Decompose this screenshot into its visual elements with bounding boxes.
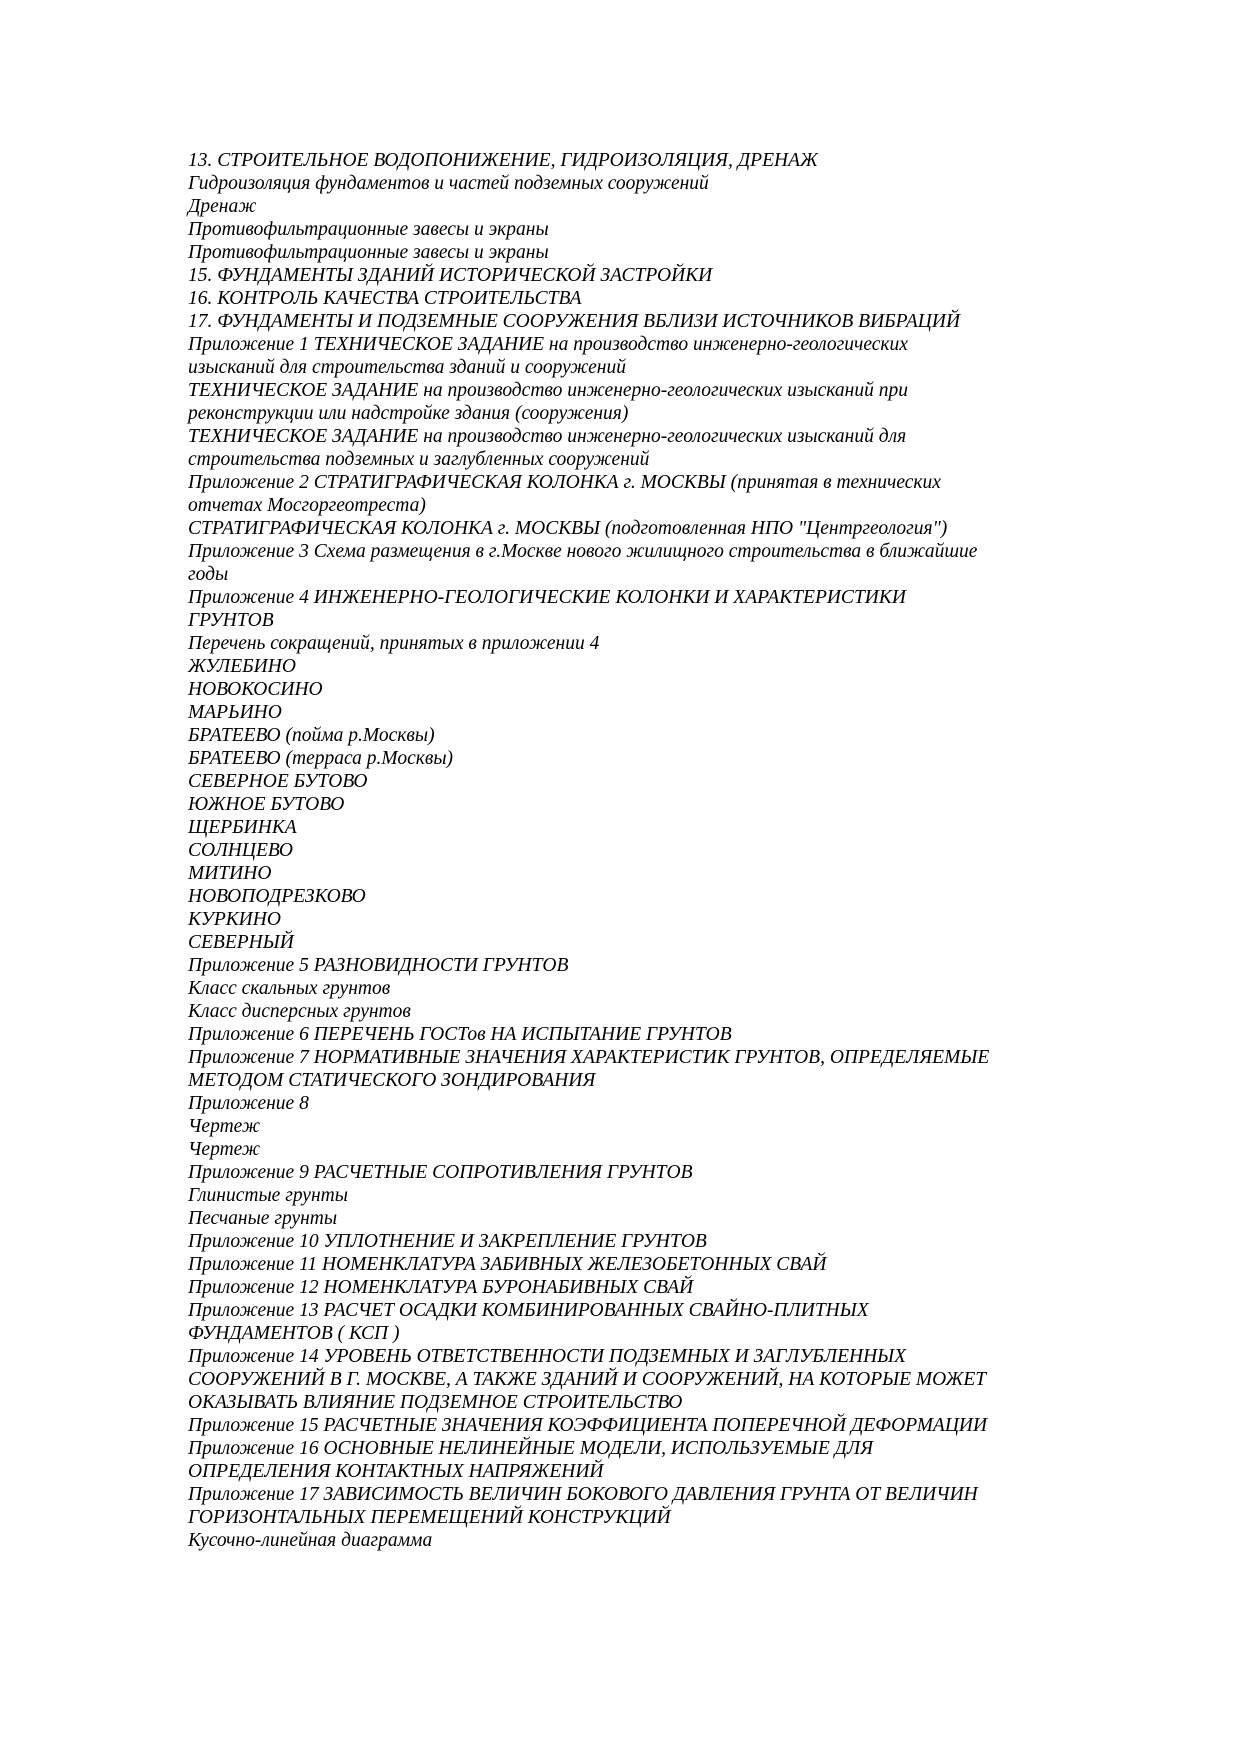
toc-entry (188, 218, 1068, 241)
toc-entry-link[interactable]: Глинистые грунты (188, 1185, 348, 1206)
toc-entry (188, 1046, 1068, 1092)
toc-entry (188, 471, 1068, 517)
toc-entry (188, 172, 1068, 195)
toc-entry (188, 1529, 1068, 1552)
toc-entry (188, 701, 1068, 724)
toc-entry (188, 1276, 1068, 1299)
toc-entry (188, 586, 1068, 632)
toc-entry-link[interactable]: БРАТЕЕВО (пойма р.Москвы) (188, 725, 435, 746)
toc-entry-link[interactable]: СЕВЕРНЫЙ (188, 932, 294, 953)
toc-entry-link[interactable]: Приложение 11 НОМЕНКЛАТУРА ЗАБИВНЫХ ЖЕЛЕЗОБЕТОННЫХ СВАЙ (188, 1254, 827, 1275)
toc-entry-link[interactable]: СТРАТИГРАФИЧЕСКАЯ КОЛОНКА г. МОСКВЫ (подготовленная НПО "Центргеология") (188, 518, 948, 539)
toc-entry-link[interactable]: ТЕХНИЧЕСКОЕ ЗАДАНИЕ на производство инженерно-геологических изысканий при реконструкции или надстройке здания (сооружения) (188, 380, 908, 424)
toc-entry-link[interactable]: Приложение 5 РАЗНОВИДНОСТИ ГРУНТОВ (188, 955, 569, 976)
toc-entry (188, 1023, 1068, 1046)
toc-entry (188, 425, 1068, 471)
toc-entry (188, 287, 1068, 310)
toc-entry (188, 1437, 1068, 1483)
toc-entry-link[interactable]: ТЕХНИЧЕСКОЕ ЗАДАНИЕ на производство инженерно-геологических изысканий для строительства подземных и заглубленных сооружений (188, 426, 907, 470)
toc-entry-link[interactable]: ЖУЛЕБИНО (188, 656, 296, 677)
toc-entry-link[interactable]: Класс скальных грунтов (188, 978, 391, 999)
toc-entry (188, 333, 1068, 379)
toc-entry-link[interactable]: БРАТЕЕВО (терраса р.Москвы) (188, 748, 454, 769)
toc-entry (188, 241, 1068, 264)
toc-entry (188, 1253, 1068, 1276)
toc-entry-link[interactable]: Чертеж (188, 1139, 260, 1160)
toc-entry (188, 678, 1068, 701)
toc-entry (188, 149, 1068, 172)
toc-entry-link[interactable]: Кусочно-линейная диаграмма (188, 1530, 433, 1551)
toc-entry-link[interactable]: ЮЖНОЕ БУТОВО (188, 794, 345, 815)
toc-entry-link[interactable]: Дренаж (188, 196, 257, 217)
toc-entry-link[interactable]: МИТИНО (188, 863, 272, 884)
toc-entry-link[interactable]: Приложение 9 РАСЧЕТНЫЕ СОПРОТИВЛЕНИЯ ГРУНТОВ (188, 1162, 693, 1183)
toc-entry (188, 977, 1068, 1000)
toc-entry (188, 954, 1068, 977)
toc-entry-link[interactable]: Гидроизоляция фундаментов и частей подземных сооружений (188, 173, 709, 194)
toc-entry (188, 1000, 1068, 1023)
toc-entry (188, 1230, 1068, 1253)
toc-entry (188, 1345, 1068, 1414)
toc-entry-link[interactable]: Приложение 14 УРОВЕНЬ ОТВЕТСТВЕННОСТИ ПОДЗЕМНЫХ И ЗАГЛУБЛЕННЫХ СООРУЖЕНИЙ В Г. МОСКВЕ, А ТАКЖЕ ЗДАНИЙ И СООРУЖЕНИЙ, НА КОТОРЫЕ МОЖЕТ ОКАЗЫВАТЬ ВЛИЯНИЕ ПОДЗЕМНОЕ СТРОИТЕЛЬСТВО (188, 1346, 987, 1413)
toc-entry (188, 816, 1068, 839)
toc-entry (188, 885, 1068, 908)
toc-entry (188, 195, 1068, 218)
toc-entry-link[interactable]: Приложение 3 Схема размещения в г.Москве нового жилищного строительства в ближайшие годы (188, 541, 978, 585)
toc-entry (188, 1299, 1068, 1345)
toc-entry-link[interactable]: Класс дисперсных грунтов (188, 1001, 411, 1022)
toc-entry (188, 793, 1068, 816)
toc-entry-link[interactable]: ЩЕРБИНКА (188, 817, 297, 838)
toc-entry-link[interactable]: 15. ФУНДАМЕНТЫ ЗДАНИЙ ИСТОРИЧЕСКОЙ ЗАСТРОЙКИ (188, 265, 713, 286)
toc-entry (188, 747, 1068, 770)
toc-entry (188, 931, 1068, 954)
toc-entry-link[interactable]: 17. ФУНДАМЕНТЫ И ПОДЗЕМНЫЕ СООРУЖЕНИЯ ВБЛИЗИ ИСТОЧНИКОВ ВИБРАЦИЙ (188, 311, 961, 332)
toc-entry-link[interactable]: Песчаные грунты (188, 1208, 338, 1229)
toc-entry (188, 517, 1068, 540)
toc-entry-link[interactable]: Противофильтрационные завесы и экраны (188, 219, 549, 240)
toc-entry (188, 770, 1068, 793)
toc-entry-link[interactable]: МАРЬИНО (188, 702, 282, 723)
toc-entry-link[interactable]: СОЛНЦЕВО (188, 840, 293, 861)
toc-entry-link[interactable]: Приложение 17 ЗАВИСИМОСТЬ ВЕЛИЧИН БОКОВОГО ДАВЛЕНИЯ ГРУНТА ОТ ВЕЛИЧИН ГОРИЗОНТАЛЬНЫХ ПЕРЕМЕЩЕНИЙ КОНСТРУКЦИЙ (188, 1484, 978, 1528)
toc-entry (188, 1115, 1068, 1138)
toc-entry-link[interactable]: Приложение 6 ПЕРЕЧЕНЬ ГОСТов НА ИСПЫТАНИЕ ГРУНТОВ (188, 1024, 732, 1045)
toc-entry-link[interactable]: Приложение 7 НОРМАТИВНЫЕ ЗНАЧЕНИЯ ХАРАКТЕРИСТИК ГРУНТОВ, ОПРЕДЕЛЯЕМЫЕ МЕТОДОМ СТАТИЧЕСКОГО ЗОНДИРОВАНИЯ (188, 1047, 990, 1091)
toc-entry (188, 264, 1068, 287)
toc-entry-link[interactable]: Чертеж (188, 1116, 260, 1137)
toc-entry (188, 540, 1068, 586)
toc-entry (188, 379, 1068, 425)
toc-entry (188, 1184, 1068, 1207)
toc-entry (188, 1138, 1068, 1161)
toc-entry-link[interactable]: Приложение 15 РАСЧЕТНЫЕ ЗНАЧЕНИЯ КОЭФФИЦИЕНТА ПОПЕРЕЧНОЙ ДЕФОРМАЦИИ (188, 1415, 988, 1436)
toc-entry (188, 1092, 1068, 1115)
toc-entry-link[interactable]: Противофильтрационные завесы и экраны (188, 242, 549, 263)
toc-entry (188, 862, 1068, 885)
toc-entry-link[interactable]: Перечень сокращений, принятых в приложении 4 (188, 633, 600, 654)
toc-entry (188, 310, 1068, 333)
toc-entry-link[interactable]: 16. КОНТРОЛЬ КАЧЕСТВА СТРОИТЕЛЬСТВА (188, 288, 582, 309)
toc-entry (188, 655, 1068, 678)
toc-entry (188, 908, 1068, 931)
toc-entry-link[interactable]: СЕВЕРНОЕ БУТОВО (188, 771, 368, 792)
toc-entry-link[interactable]: Приложение 16 ОСНОВНЫЕ НЕЛИНЕЙНЫЕ МОДЕЛИ, ИСПОЛЬЗУЕМЫЕ ДЛЯ ОПРЕДЕЛЕНИЯ КОНТАКТНЫХ НАПРЯЖЕНИЙ (188, 1438, 874, 1482)
toc-entry (188, 1483, 1068, 1529)
toc-entry-link[interactable]: НОВОКОСИНО (188, 679, 323, 700)
toc-entry (188, 1161, 1068, 1184)
toc-entry-link[interactable]: Приложение 10 УПЛОТНЕНИЕ И ЗАКРЕПЛЕНИЕ ГРУНТОВ (188, 1231, 707, 1252)
toc-entry-link[interactable]: Приложение 12 НОМЕНКЛАТУРА БУРОНАБИВНЫХ СВАЙ (188, 1277, 694, 1298)
toc-entry-link[interactable]: 13. СТРОИТЕЛЬНОЕ ВОДОПОНИЖЕНИЕ, ГИДРОИЗОЛЯЦИЯ, ДРЕНАЖ (188, 150, 818, 171)
toc-entry (188, 632, 1068, 655)
toc-entry (188, 1207, 1068, 1230)
toc-entry (188, 839, 1068, 862)
table-of-contents (188, 149, 1068, 1552)
toc-entry-link[interactable]: Приложение 4 ИНЖЕНЕРНО-ГЕОЛОГИЧЕСКИЕ КОЛОНКИ И ХАРАКТЕРИСТИКИ ГРУНТОВ (188, 587, 906, 631)
toc-entry-link[interactable]: НОВОПОДРЕЗКОВО (188, 886, 366, 907)
toc-entry-link[interactable]: Приложение 2 СТРАТИГРАФИЧЕСКАЯ КОЛОНКА г. МОСКВЫ (принятая в технических отчетах Мосгоргеотреста) (188, 472, 941, 516)
toc-entry (188, 1414, 1068, 1437)
toc-entry (188, 724, 1068, 747)
toc-entry-link[interactable]: Приложение 8 (188, 1093, 309, 1114)
toc-entry-link[interactable]: КУРКИНО (188, 909, 281, 930)
toc-entry-link[interactable]: Приложение 1 ТЕХНИЧЕСКОЕ ЗАДАНИЕ на производство инженерно-геологических изысканий для строительства зданий и сооружений (188, 334, 908, 378)
toc-entry-link[interactable]: Приложение 13 РАСЧЕТ ОСАДКИ КОМБИНИРОВАННЫХ СВАЙНО-ПЛИТНЫХ ФУНДАМЕНТОВ ( КСП ) (188, 1300, 869, 1344)
